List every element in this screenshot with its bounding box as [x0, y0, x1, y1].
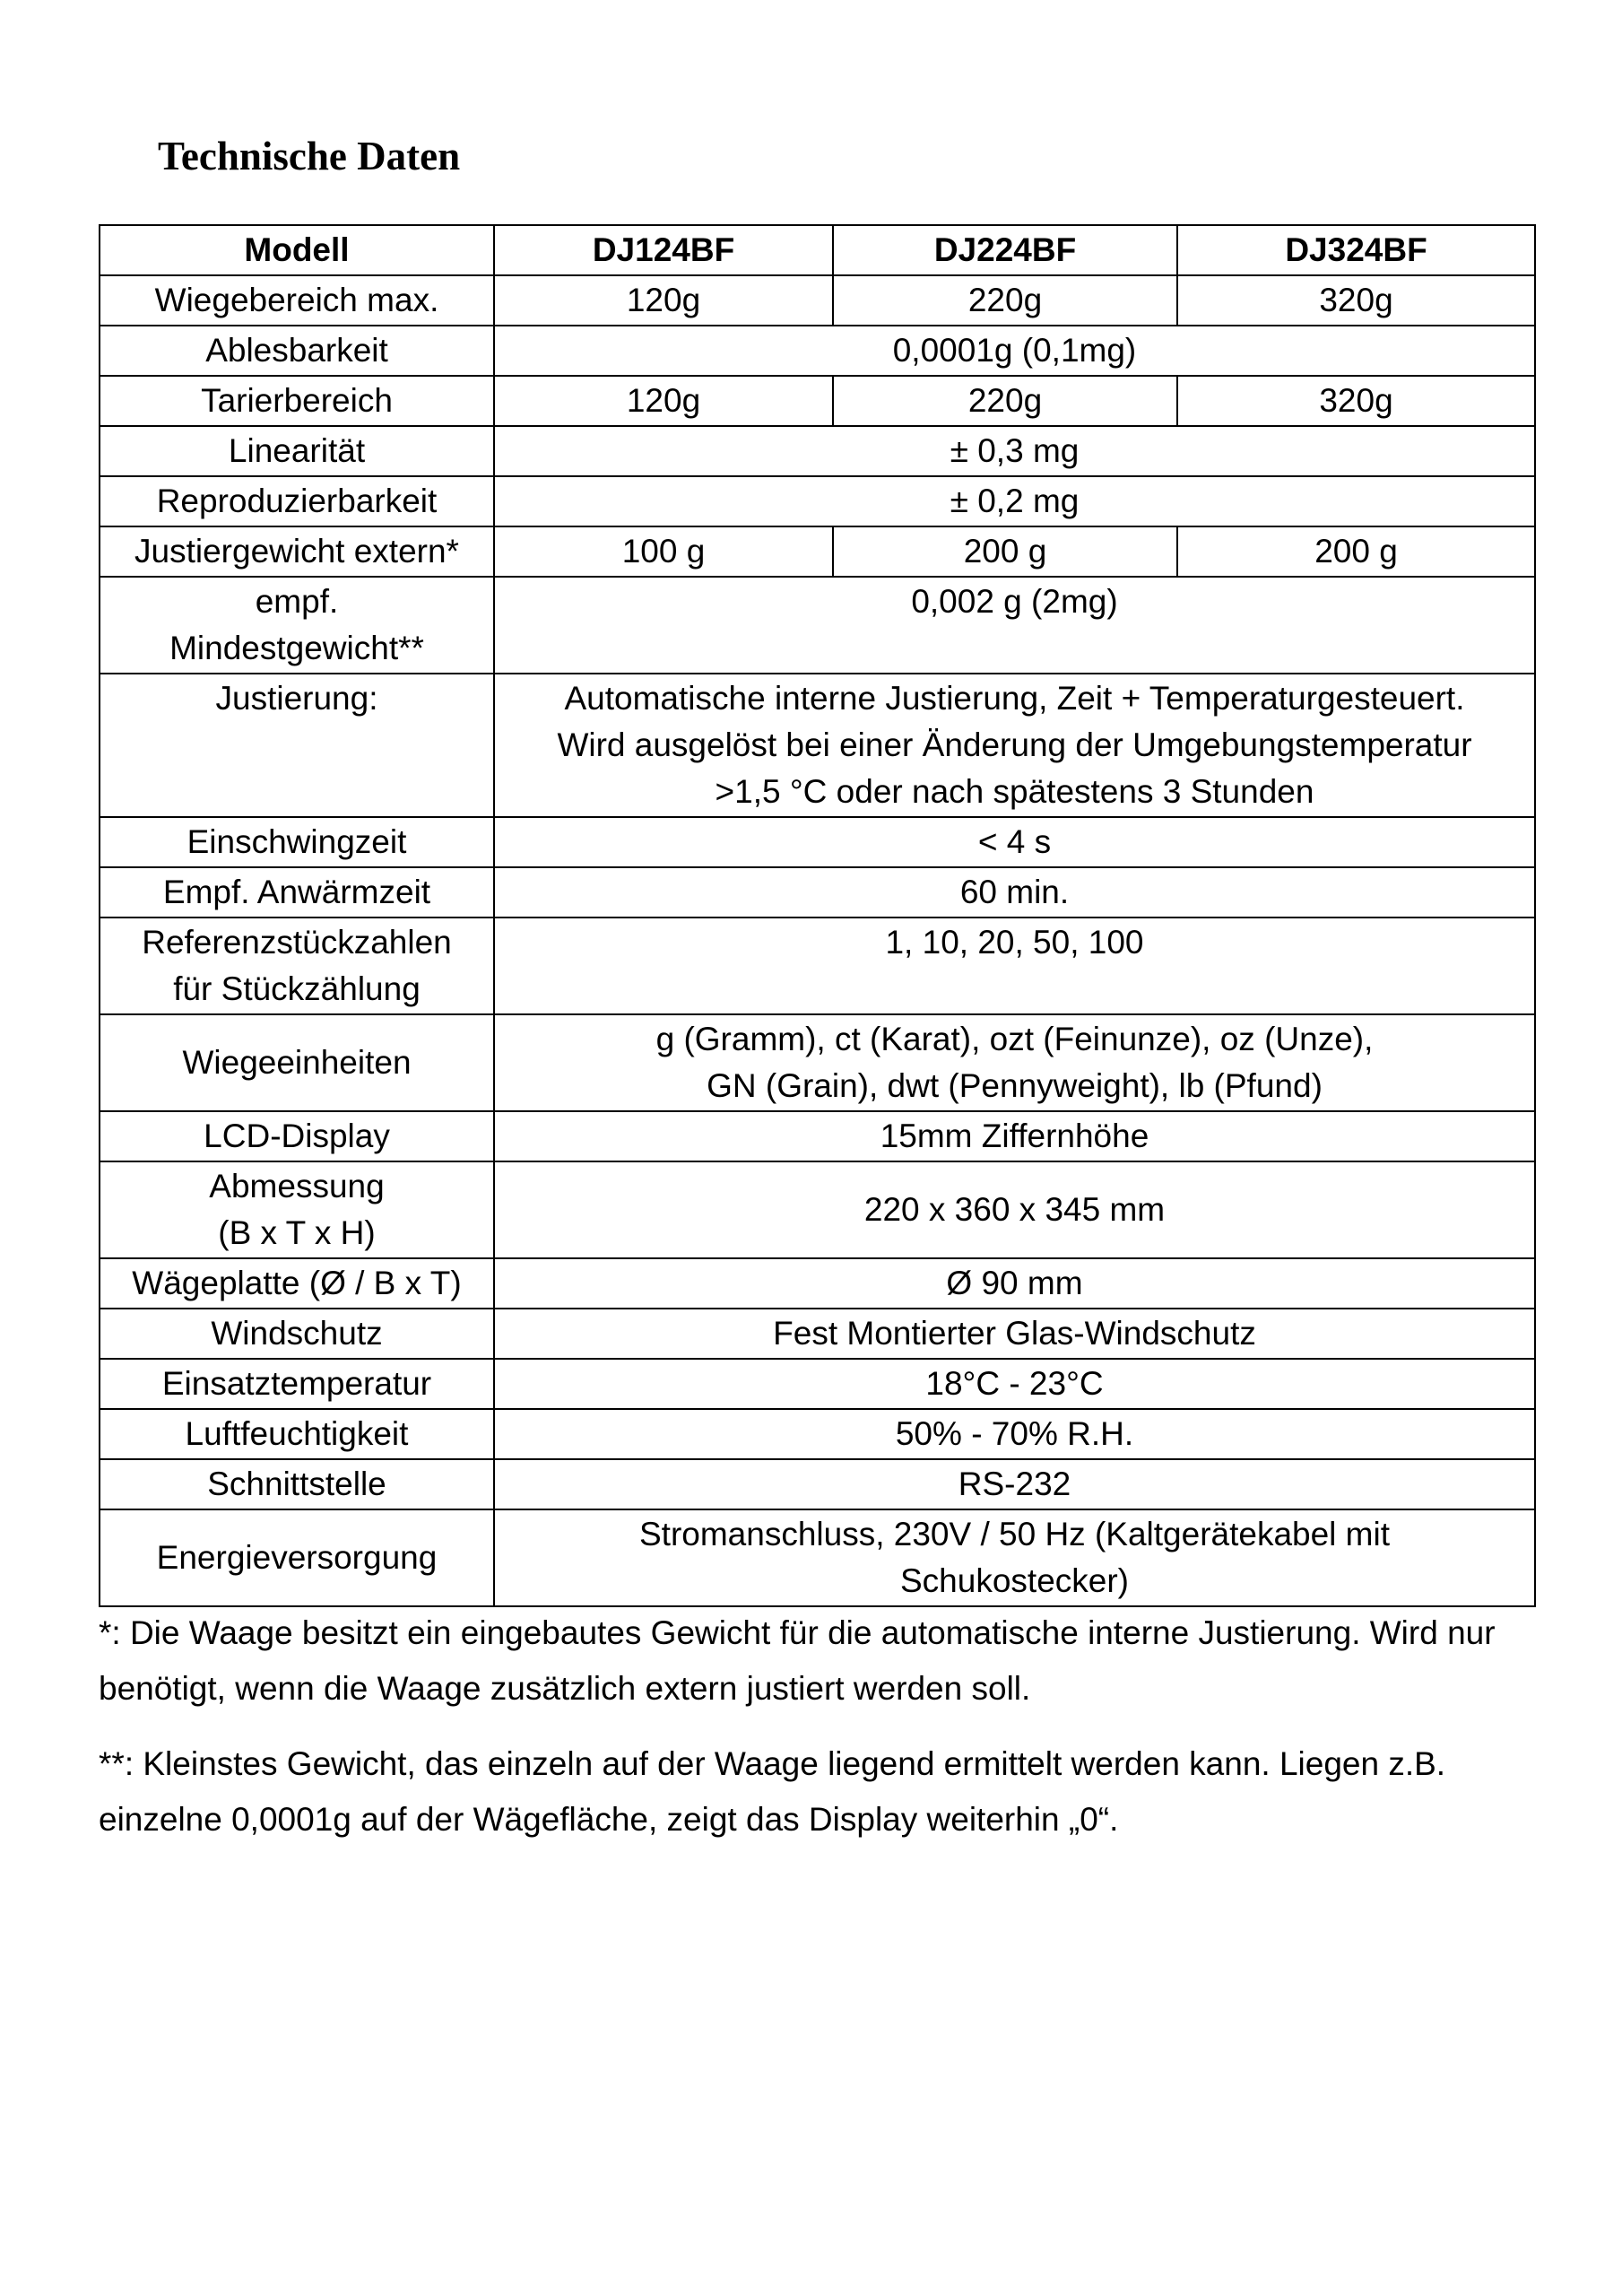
footnote-text: : Kleinstes Gewicht, das einzeln auf der Waage liegend ermittelt werden kann. Liegen z.B. einzelne 0,0001g auf der Wägefläche, zeigt das Display weiterhin „0“. — [99, 1745, 1446, 1838]
footnote-marker: ** — [99, 1745, 125, 1782]
row-value: 0,0001g (0,1mg) — [494, 326, 1535, 376]
row-label: Luftfeuchtigkeit — [100, 1409, 494, 1459]
row-value-line: >1,5 °C oder nach spätestens 3 Stunden — [715, 773, 1314, 810]
table-row — [100, 1014, 1535, 1111]
table-row — [100, 1309, 1535, 1359]
table-row — [100, 376, 1535, 426]
row-value: 18°C - 23°C — [494, 1359, 1535, 1409]
row-value: Ø 90 mm — [494, 1258, 1535, 1309]
header-cell: DJ324BF — [1177, 225, 1535, 275]
footnote-text: : Die Waage besitzt ein eingebautes Gewicht für die automatische interne Justierung. Wird nur benötigt, wenn die Waage zusätzlich extern justiert werden soll. — [99, 1614, 1496, 1707]
row-value: 220g — [833, 376, 1177, 426]
row-value-line: g (Gramm), ct (Karat), ozt (Feinunze), oz (Unze), — [655, 1021, 1374, 1057]
row-label: Einschwingzeit — [100, 817, 494, 867]
row-label: Wiegeeinheiten — [100, 1014, 494, 1111]
table-row — [100, 817, 1535, 867]
header-cell: DJ224BF — [833, 225, 1177, 275]
row-value: 220 x 360 x 345 mm — [494, 1161, 1535, 1258]
footnote-marker: * — [99, 1614, 112, 1651]
table-row — [100, 1258, 1535, 1309]
row-value: 120g — [494, 275, 833, 326]
header-cell: DJ124BF — [494, 225, 833, 275]
footnotes — [99, 1605, 1542, 1867]
row-label: Reproduzierbarkeit — [100, 476, 494, 526]
row-value: ± 0,2 mg — [494, 476, 1535, 526]
row-value: < 4 s — [494, 817, 1535, 867]
row-label-line: (B x T x H) — [218, 1214, 376, 1251]
table-row — [100, 867, 1535, 918]
row-label-line: Mindestgewicht** — [169, 630, 424, 666]
footnote — [99, 1736, 1542, 1848]
row-value: ± 0,3 mg — [494, 426, 1535, 476]
row-value: 15mm Ziffernhöhe — [494, 1111, 1535, 1161]
row-value — [494, 1509, 1535, 1606]
row-value: 50% - 70% R.H. — [494, 1409, 1535, 1459]
table-row — [100, 918, 1535, 1014]
row-label-line: Abmessung — [209, 1168, 385, 1205]
row-label: Schnittstelle — [100, 1459, 494, 1509]
table-row — [100, 275, 1535, 326]
table-row — [100, 674, 1535, 817]
row-value-line: Automatische interne Justierung, Zeit + Temperaturgesteuert. — [564, 680, 1465, 717]
header-cell: Modell — [100, 225, 494, 275]
spec-table — [99, 224, 1536, 1607]
row-value-line: GN (Grain), dwt (Pennyweight), lb (Pfund) — [707, 1067, 1323, 1104]
table-row — [100, 1409, 1535, 1459]
row-value-line: Schukostecker) — [900, 1562, 1129, 1599]
row-label: LCD-Display — [100, 1111, 494, 1161]
table-row — [100, 326, 1535, 376]
table-row — [100, 1459, 1535, 1509]
row-label-line: für Stückzählung — [173, 970, 421, 1007]
row-value: 120g — [494, 376, 833, 426]
row-value: 100 g — [494, 526, 833, 577]
row-value: 60 min. — [494, 867, 1535, 918]
row-value-line: Wird ausgelöst bei einer Änderung der Umgebungstemperatur — [557, 726, 1472, 763]
table-row — [100, 1111, 1535, 1161]
table-row — [100, 577, 1535, 674]
row-value: 220g — [833, 275, 1177, 326]
row-value: 1, 10, 20, 50, 100 — [494, 918, 1535, 1014]
row-label-line: empf. — [255, 583, 339, 620]
row-label — [100, 918, 494, 1014]
row-value — [494, 674, 1535, 817]
row-label-line: Referenzstückzahlen — [142, 924, 452, 961]
row-label — [100, 1161, 494, 1258]
row-value: Fest Montierter Glas-Windschutz — [494, 1309, 1535, 1359]
row-label: Justierung: — [100, 674, 494, 817]
row-label — [100, 577, 494, 674]
row-value-line: Stromanschluss, 230V / 50 Hz (Kaltgerätekabel mit — [639, 1516, 1390, 1552]
footnote — [99, 1605, 1542, 1717]
row-value — [494, 1014, 1535, 1111]
row-label: Empf. Anwärmzeit — [100, 867, 494, 918]
row-label: Einsatztemperatur — [100, 1359, 494, 1409]
row-label: Linearität — [100, 426, 494, 476]
row-value: 320g — [1177, 275, 1535, 326]
table-row — [100, 526, 1535, 577]
row-value: RS-232 — [494, 1459, 1535, 1509]
row-label: Energieversorgung — [100, 1509, 494, 1606]
row-label: Ablesbarkeit — [100, 326, 494, 376]
table-row — [100, 1509, 1535, 1606]
row-value: 200 g — [1177, 526, 1535, 577]
row-value: 0,002 g (2mg) — [494, 577, 1535, 674]
table-row — [100, 1359, 1535, 1409]
row-label: Wiegebereich max. — [100, 275, 494, 326]
table-row — [100, 426, 1535, 476]
table-row — [100, 476, 1535, 526]
row-value: 320g — [1177, 376, 1535, 426]
row-label: Tarierbereich — [100, 376, 494, 426]
page-title: Technische Daten — [158, 134, 461, 178]
row-label: Wägeplatte (Ø / B x T) — [100, 1258, 494, 1309]
table-row — [100, 1161, 1535, 1258]
row-label: Justiergewicht extern* — [100, 526, 494, 577]
row-label: Windschutz — [100, 1309, 494, 1359]
table-header-row — [100, 225, 1535, 275]
row-value: 200 g — [833, 526, 1177, 577]
